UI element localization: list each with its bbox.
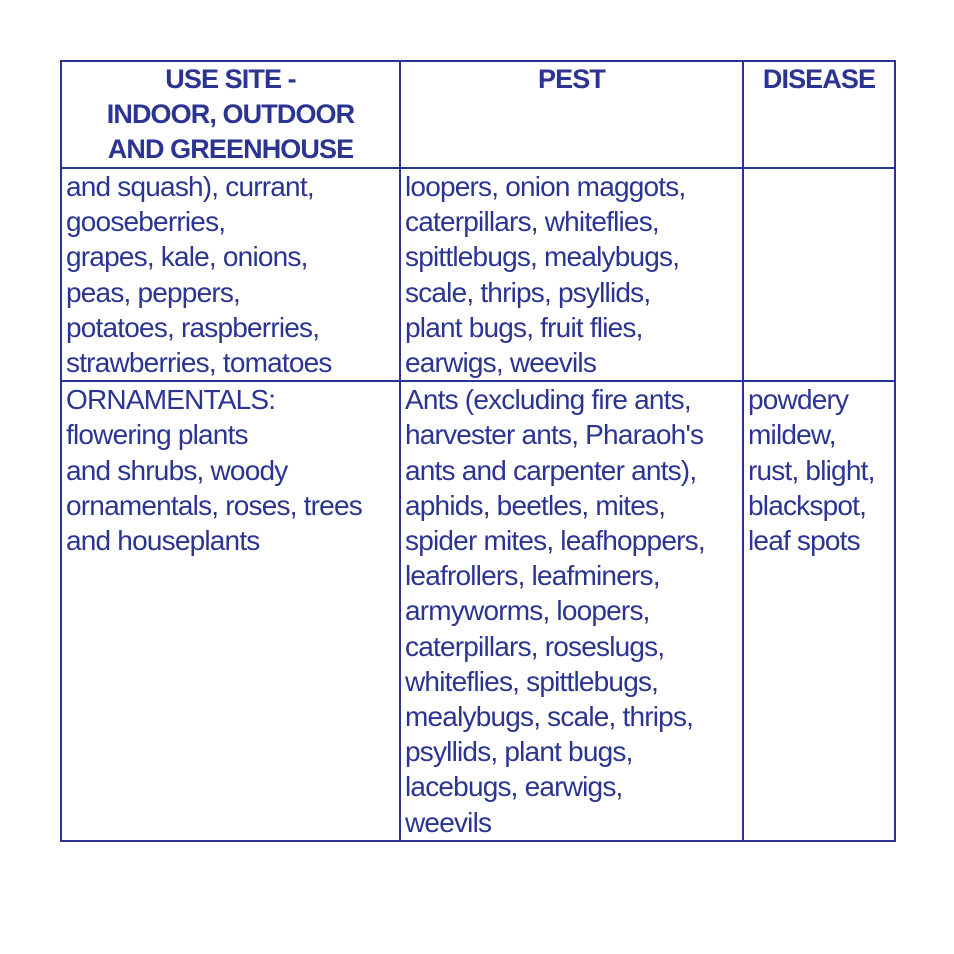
table-row <box>61 168 895 381</box>
header-disease: DISEASE <box>743 61 895 168</box>
cell-pest: Ants (excluding fire ants, harvester ants, Pharaoh's ants and carpenter ants), aphids, beetles, mites, spider mites, leafhoppers, leafrollers, leafminers, armyworms, loopers, caterpillars, roseslugs, whiteflies, spittlebugs, mealybugs, scale, thrips, psyllids, plant bugs, lacebugs, earwigs, weevils <box>400 381 743 841</box>
header-use-site <box>61 61 400 168</box>
cell-use-site: and squash), currant, gooseberries, grapes, kale, onions, peas, peppers, potatoes, raspberries, strawberries, tomatoes <box>61 168 400 381</box>
header-use-site-line-3: AND GREENHOUSE <box>107 134 354 164</box>
pest-disease-table <box>60 60 896 842</box>
header-use-site-line-2: INDOOR, OUTDOOR <box>106 99 355 129</box>
cell-use-site: ORNAMENTALS: flowering plants and shrubs, woody ornamentals, roses, trees and houseplants <box>61 381 400 841</box>
cell-pest: loopers, onion maggots, caterpillars, whiteflies, spittlebugs, mealybugs, scale, thrips, psyllids, plant bugs, fruit flies, earwigs, weevils <box>400 168 743 381</box>
table-row <box>61 381 895 841</box>
cell-disease <box>743 168 895 381</box>
table-header <box>61 61 895 168</box>
cell-disease: powdery mildew, rust, blight, blackspot, leaf spots <box>743 381 895 841</box>
header-pest: PEST <box>400 61 743 168</box>
header-row <box>61 61 895 168</box>
table-body <box>61 168 895 841</box>
header-use-site-line-1: USE SITE - <box>165 64 296 94</box>
